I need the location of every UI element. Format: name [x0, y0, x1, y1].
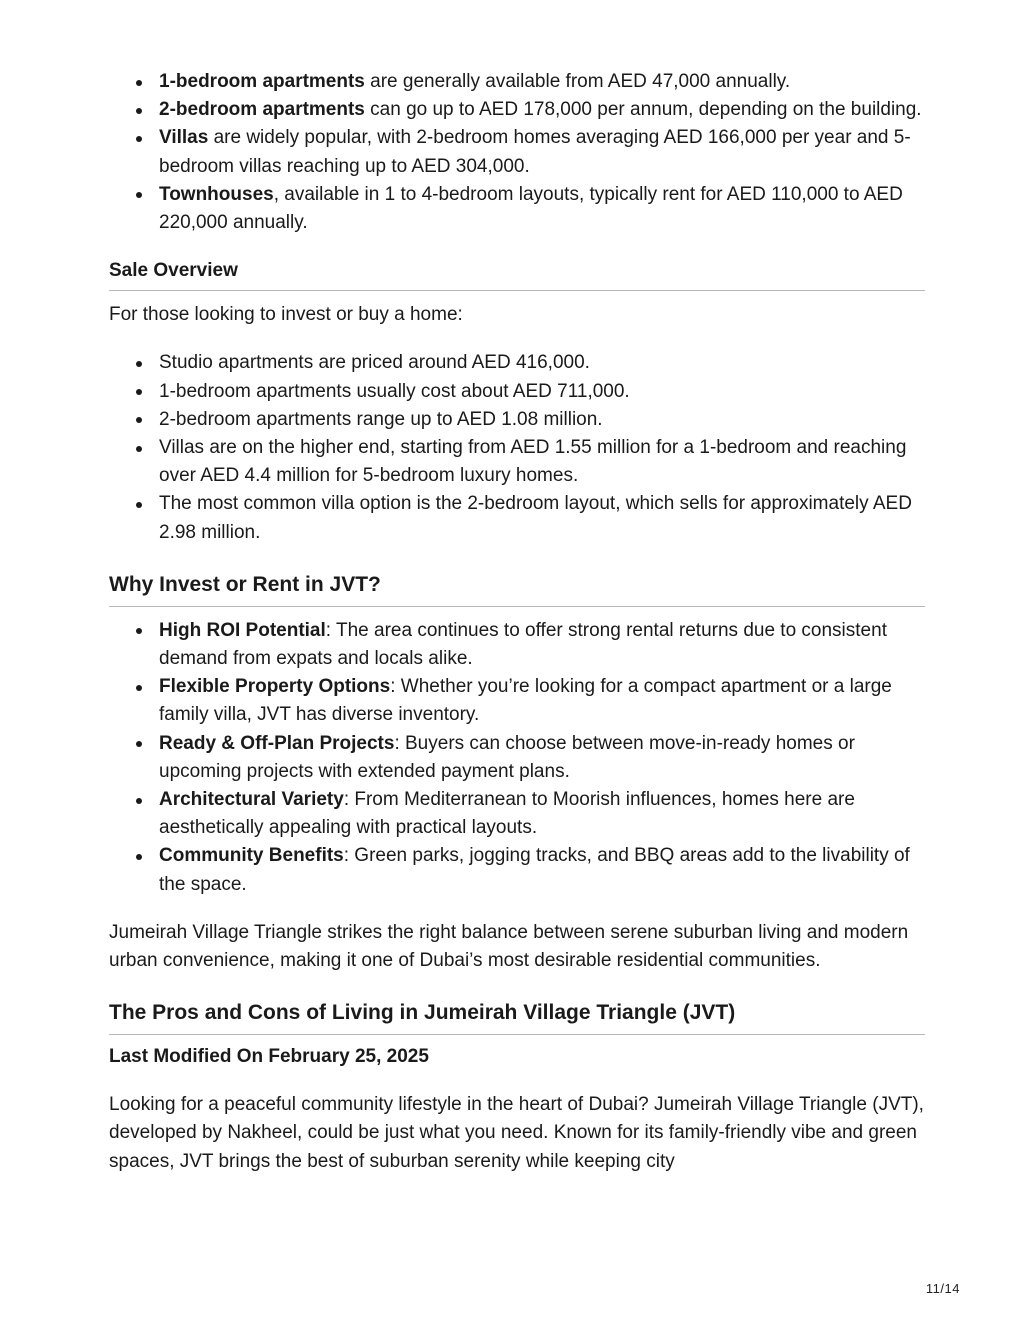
list-item-bold: 2-bedroom apartments — [159, 99, 365, 121]
list-item: Villas are on the higher end, starting from AED 1.55 million for a 1-bedroom and reaching over AED 4.4 million for 5-bedroom luxury homes. — [159, 434, 925, 490]
list-item-text: : Whether you’re looking for a compact apartment or a large family villa, JVT has diverse inventory. — [159, 676, 892, 726]
list-item: Studio apartments are priced around AED 416,000. — [159, 349, 925, 377]
pros-cons-intro: Looking for a peaceful community lifestyle in the heart of Dubai? Jumeirah Village Triangle (JVT), developed by Nakheel, could be just what you need. Known for its family-friendly vibe and green spaces, JVT brings the best of suburban serenity while keeping city — [109, 1094, 924, 1172]
list-item-bold: 1-bedroom apartments — [159, 71, 365, 92]
list-item-text: : Green parks, jogging tracks, and BBQ areas add to the livability of the space. — [159, 845, 910, 895]
list-item-text: can go up to AED 178,000 per annum, depending on the building. — [364, 99, 922, 121]
sale-overview-heading: Sale Overview — [109, 258, 925, 291]
why-closing-paragraph: Jumeirah Village Triangle strikes the right balance between serene suburban living and modern urban convenience, making it one of Dubai’s most desirable residential communities. — [109, 921, 909, 972]
document-page — [109, 68, 925, 1176]
why-invest-heading: Why Invest or Rent in JVT? — [109, 571, 925, 607]
list-item — [159, 96, 925, 124]
list-item-bold: Ready & Off-Plan Projects — [159, 732, 395, 754]
list-item-bold: Villas — [159, 127, 209, 149]
list-item — [159, 68, 925, 96]
list-item-text: are generally available from AED 47,000 annually. — [364, 71, 791, 92]
last-modified-date: Last Modified On February 25, 2025 — [109, 1046, 429, 1068]
list-item — [159, 786, 925, 842]
rent-list — [109, 68, 925, 237]
list-item — [159, 124, 925, 180]
sale-list — [109, 349, 925, 546]
list-item-bold: High ROI Potential — [159, 619, 326, 641]
page-number: 11/14 — [925, 1281, 960, 1296]
list-item — [159, 842, 925, 898]
list-item-text: : From Mediterranean to Moorish influences, homes here are aesthetically appealing with practical layouts. — [159, 789, 855, 839]
list-item-text: : The area continues to offer strong rental returns due to consistent demand from expats and locals alike. — [159, 619, 887, 670]
list-item — [159, 617, 925, 673]
list-item: The most common villa option is the 2-bedroom layout, which sells for approximately AED 2.98 million. — [159, 490, 925, 546]
list-item-bold: Community Benefits — [159, 845, 344, 867]
list-item-text: : Buyers can choose between move-in-ready homes or upcoming projects with extended payment plans. — [159, 732, 855, 782]
why-list — [109, 617, 925, 899]
pros-cons-heading: The Pros and Cons of Living in Jumeirah Village Triangle (JVT) — [109, 999, 925, 1035]
list-item — [159, 730, 925, 786]
sale-intro: For those looking to invest or buy a home: — [109, 304, 463, 326]
list-item — [159, 181, 925, 237]
list-item-bold: Architectural Variety — [159, 789, 344, 811]
list-item: 1-bedroom apartments usually cost about AED 711,000. — [159, 378, 925, 406]
list-item-bold: Flexible Property Options — [159, 676, 391, 698]
list-item-text: , available in 1 to 4-bedroom layouts, typically rent for AED 110,000 to AED 220,000 annually. — [159, 183, 903, 234]
list-item: 2-bedroom apartments range up to AED 1.08 million. — [159, 406, 925, 434]
list-item-bold: Townhouses — [159, 183, 274, 205]
list-item — [159, 673, 925, 729]
list-item-text: are widely popular, with 2-bedroom homes averaging AED 166,000 per year and 5-bedroom villas reaching up to AED 304,000. — [159, 127, 911, 177]
